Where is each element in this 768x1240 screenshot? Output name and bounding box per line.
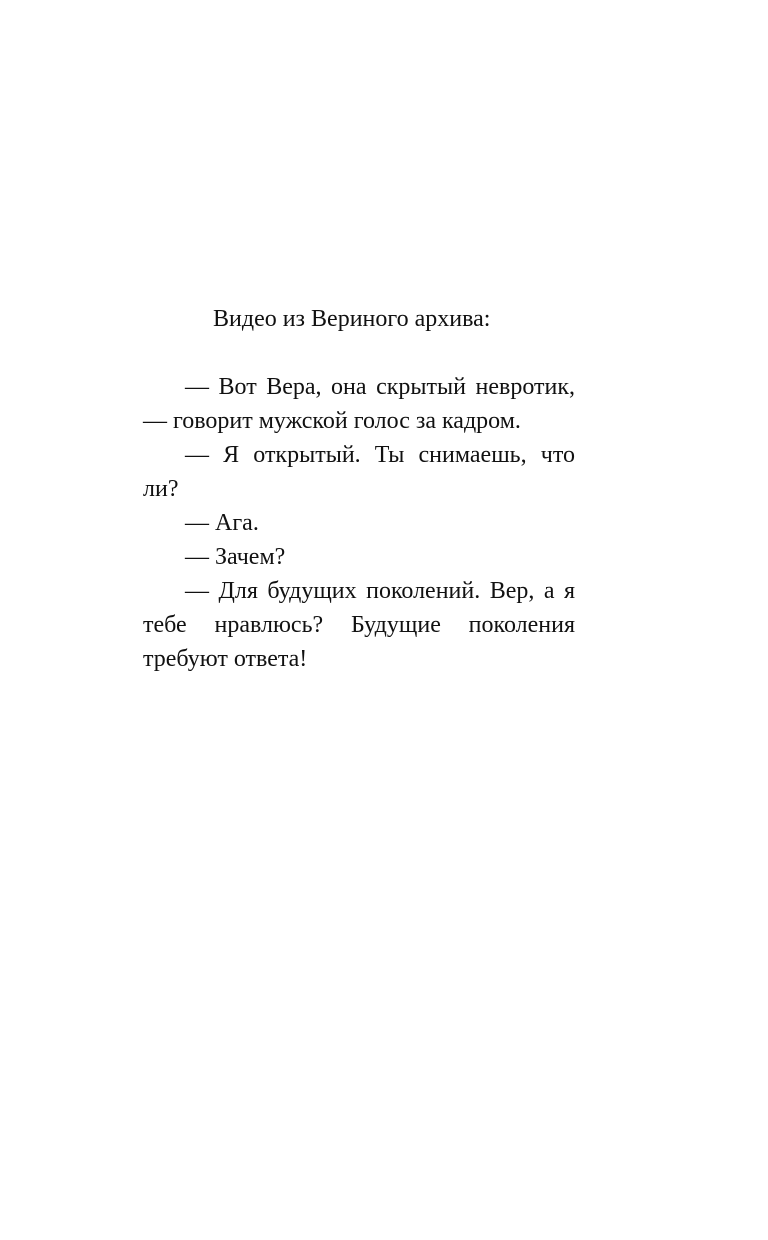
paragraph-5: — Для будущих поколений. Вер, а я тебе нравлюсь? Будущие поколения требуют ответа! (143, 578, 575, 672)
section-title: Видео из Вериного архива: (213, 306, 491, 332)
paragraph-3: — Ага. (185, 510, 259, 536)
paragraph-4: — Зачем? (185, 544, 286, 570)
text-block (143, 302, 575, 676)
paragraph-2: — Я открытый. Ты снимаешь, что ли? (143, 442, 575, 502)
paragraph-1: — Вот Вера, она скрытый невротик, — говорит мужской голос за кадром. (143, 374, 575, 434)
